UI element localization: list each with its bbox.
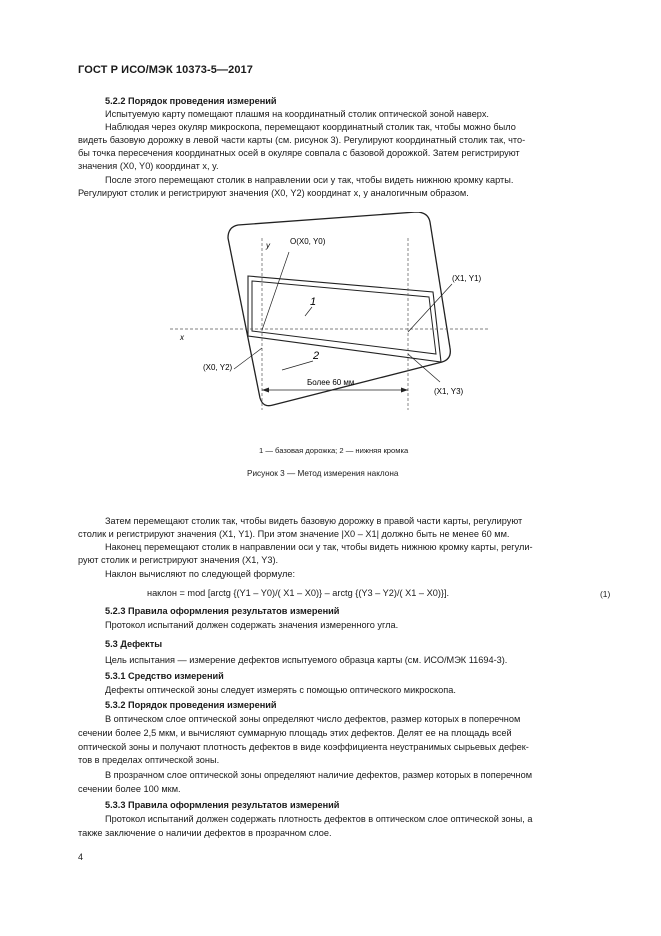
s522-line-7: Регулируют столик и регистрируют значения (X0, Y2) координат x, y аналогичным образом. [78,188,469,198]
dim-arrow-right [401,388,408,393]
label-dimension: Более 60 мм [307,378,355,387]
s532-line-1: В оптическом слое оптической зоны определяют число дефектов, размер которых в поперечном [105,714,521,724]
section-5-3-2-title: 5.3.2 Порядок проведения измерений [105,700,277,710]
s523-text: Протокол испытаний должен содержать значения измеренного угла. [105,620,399,630]
label-x1y1: (X1, Y1) [452,274,482,283]
s522-line-2: Наблюдая через окуляр микроскопа, перемещают координатный столик так, чтобы можно было [105,122,516,132]
figure-legend: 1 — базовая дорожка; 2 — нижняя кромка [259,446,409,455]
optical-zone-inner [252,281,436,354]
s532-line-2: сечении более 2,5 мкм, и вычисляют суммарную площадь этих дефектов. Делят ее на площадь всей [78,728,512,738]
leader-o [262,252,289,330]
s533-line-2: также заключение о наличии дефектов в прозрачном слое. [78,828,332,838]
figure-caption: Рисунок 3 — Метод измерения наклона [247,469,399,478]
tilt-measurement-diagram [170,212,490,412]
after-fig-line-1: Затем перемещают столик так, чтобы видеть базовую дорожку в правой части карты, регулируют [105,516,523,526]
s522-line-1: Испытуемую карту помещают плашмя на координатный столик оптической зоной наверх. [105,109,489,119]
leader-x1y3 [408,354,440,382]
s533-line-1: Протокол испытаний должен содержать плотность дефектов в оптическом слое оптической зоны, а [105,814,533,824]
dim-arrow-left [262,388,269,393]
leader-x0y2 [234,348,262,369]
after-fig-line-5: Наклон вычисляют по следующей формуле: [105,569,296,579]
formula-1: наклон = mod [arctg {(Y1 – Y0)/( X1 – X0)} – arctg {(Y3 – Y2)/( X1 – X0)}]. [147,588,450,598]
s522-line-6: После этого перемещают столик в направлении оси y так, чтобы видеть нижнюю кромку карты. [105,175,514,185]
section-5-3-1-title: 5.3.1 Средство измерений [105,671,224,681]
s532-line-6: сечении более 100 мкм. [78,784,181,794]
label-2: 2 [313,350,320,362]
leader-2 [282,361,313,370]
section-5-2-3-title: 5.2.3 Правила оформления результатов измерений [105,606,340,616]
section-5-3-3-title: 5.3.3 Правила оформления результатов измерений [105,800,340,810]
page-header: ГОСТ Р ИСО/МЭК 10373-5—2017 [78,64,253,76]
after-fig-line-4: руют столик и регистрируют значения (X1, Y3). [78,555,279,565]
label-o: O(X0, Y0) [290,237,326,246]
label-x: x [180,333,184,342]
s53-text: Цель испытания — измерение дефектов испытуемого образца карты (см. ИСО/МЭК 11694-3). [105,655,508,665]
section-5-3-title: 5.3 Дефекты [105,639,163,649]
page-number: 4 [78,852,84,862]
s522-line-4: бы точка пересечения координатных осей в окуляре совпала с базовой дорожкой. Затем регистрируют [78,148,520,158]
label-x0y2: (X0, Y2) [203,363,233,372]
s522-line-5: значения (X0, Y0) координат x, y. [78,161,219,171]
formula-number: (1) [600,589,611,599]
label-x1y3: (X1, Y3) [434,387,464,396]
after-fig-line-2: столик и регистрируют значения (X1, Y1). При этом значение |X0 – X1| должно быть не менее 60 мм. [78,529,510,539]
section-5-2-2-title: 5.2.2 Порядок проведения измерений [105,96,277,106]
s532-line-5: В прозрачном слое оптической зоны определяют наличие дефектов, размер которых в поперечном [105,770,533,780]
s532-line-4: тов в пределах оптической зоны. [78,755,220,765]
s522-line-3: видеть базовую дорожку в левой части карты (см. рисунок 3). Регулируют координатный столик так, что- [78,135,526,145]
after-fig-line-3: Наконец перемещают столик в направлении оси y так, чтобы видеть нижнюю кромку карты, регули- [105,542,533,552]
card-outline [228,212,450,406]
figure-3 [170,212,490,417]
s532-line-3: оптической зоны и получают плотность дефектов в виде коэффициента неустранимых сырьевых дефек- [78,742,529,752]
label-1: 1 [310,296,317,308]
label-y: y [266,241,270,250]
leader-1 [305,307,312,316]
s531-text: Дефекты оптической зоны следует измерять с помощью оптического микроскопа. [105,685,456,695]
